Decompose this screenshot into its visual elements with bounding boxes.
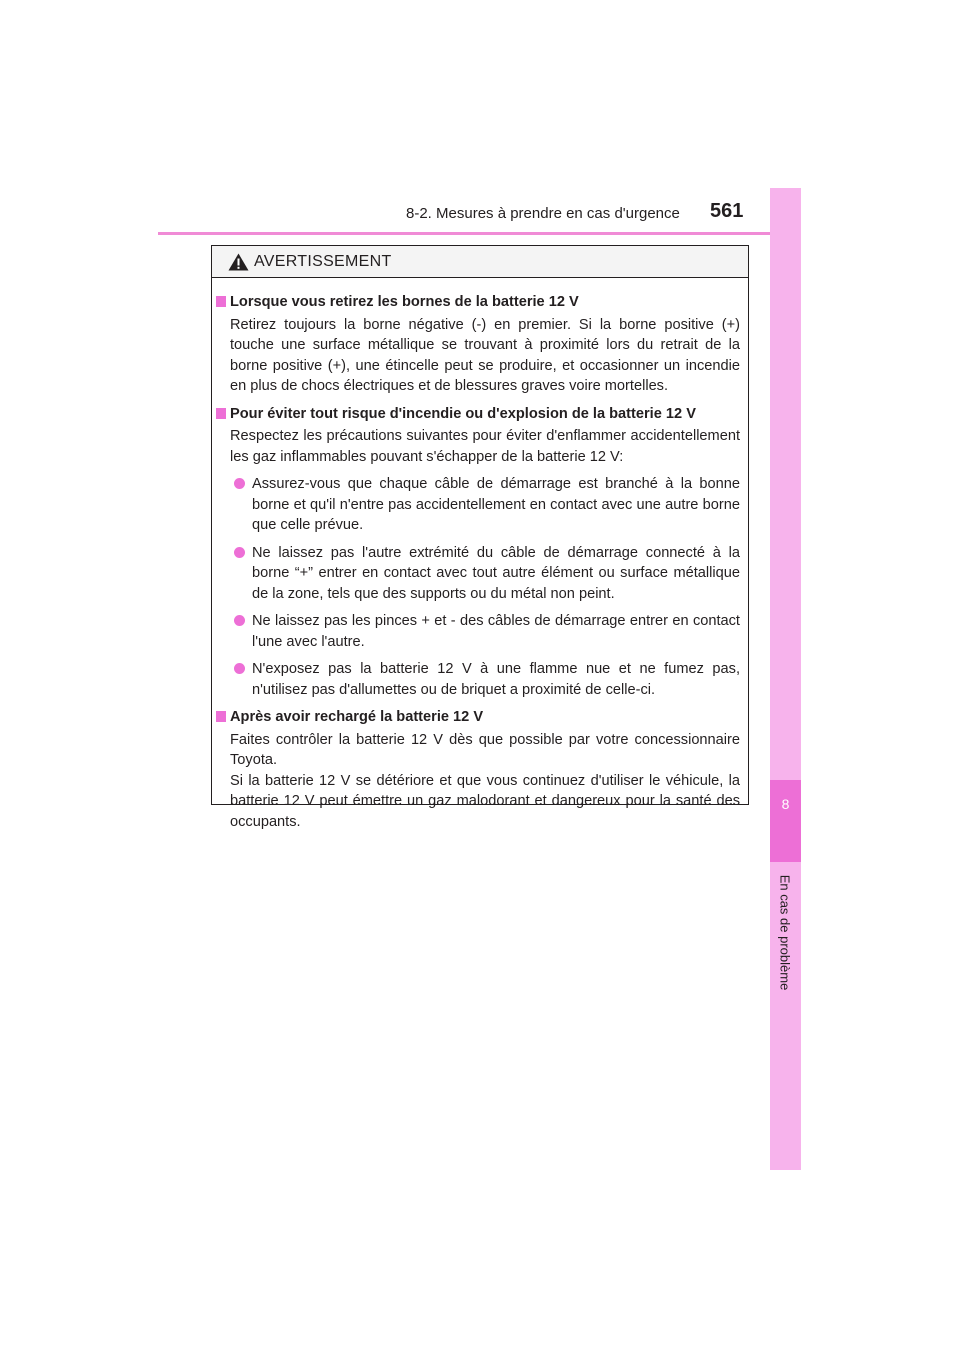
section-paragraph: Retirez toujours la borne négative (-) en premier. Si la borne positive (+) touche une surface métallique se trouvant à proximité lors du retrait de la borne positive (+), une étincelle peut se produire, et occasionner un incendie en plus de chocs électriques et de blessures graves voire mortelles. — [230, 316, 740, 394]
section-heading-text: Après avoir rechargé la batterie 12 V — [230, 709, 484, 725]
header-rule — [158, 232, 801, 235]
list-item — [229, 474, 740, 536]
square-bullet-icon — [216, 408, 226, 419]
list-item-text: N'exposez pas la batterie 12 V à une flamme nue et ne fumez pas, n'utilisez pas d'allumettes ou de briquet a proximité de celle-ci. — [252, 661, 740, 698]
list-item — [229, 611, 740, 652]
warning-triangle-icon — [228, 253, 249, 271]
list-item — [229, 543, 740, 605]
chapter-tab-marker — [770, 780, 801, 862]
section-title: 8-2. Mesures à prendre en cas d'urgence — [406, 205, 680, 222]
square-bullet-icon — [216, 711, 226, 722]
circle-bullet-icon — [234, 615, 245, 626]
circle-bullet-icon — [234, 478, 245, 489]
circle-bullet-icon — [234, 663, 245, 674]
warning-box — [211, 245, 749, 830]
chapter-side-tab[interactable] — [770, 188, 801, 1170]
section-paragraph: Respectez les précautions suivantes pour éviter d'enflammer accidentellement les gaz inflammables pouvant s'échapper de la batterie 12 V: — [230, 428, 740, 465]
warning-body — [212, 278, 748, 832]
chapter-number: 8 — [781, 796, 790, 812]
paragraph-line: Si la batterie 12 V se détériore et que vous continuez d'utiliser le véhicule, la batterie 12 V peut émettre un gaz malodorant et dangereux pour la santé des occupants. — [230, 772, 740, 830]
list-item-text: Ne laissez pas l'autre extrémité du câble de démarrage connecté à la borne “+” entrer en contact avec tout autre élément ou surface métallique de la zone, tels que des supports ou du métal non peint. — [252, 544, 740, 602]
list-item — [229, 659, 740, 700]
square-bullet-icon — [216, 296, 226, 307]
paragraph-line: Faites contrôler la batterie 12 V dès que possible par votre concessionnaire Toyota. — [230, 731, 740, 768]
section-heading-text: Pour éviter tout risque d'incendie ou d'explosion de la batterie 12 V — [230, 405, 696, 422]
circle-bullet-icon — [234, 547, 245, 558]
list-item-text: Ne laissez pas les pinces + et - des câbles de démarrage entrer en contact l'une avec l'autre. — [252, 613, 740, 650]
warning-label: AVERTISSEMENT — [254, 253, 392, 270]
list-item-text: Assurez-vous que chaque câble de démarrage est branché à la bonne borne et qu'il n'entre pas accidentellement en contact avec une autre borne que celle prévue. — [252, 476, 740, 533]
section-paragraph — [220, 730, 740, 833]
warning-header — [212, 246, 748, 278]
page-number: 561 — [710, 200, 744, 222]
section-heading-text: Lorsque vous retirez les bornes de la batterie 12 V — [230, 294, 579, 310]
section-heading — [220, 707, 740, 728]
chapter-title: En cas de problème — [777, 874, 793, 991]
section-heading — [220, 404, 740, 425]
section-heading — [220, 292, 740, 313]
